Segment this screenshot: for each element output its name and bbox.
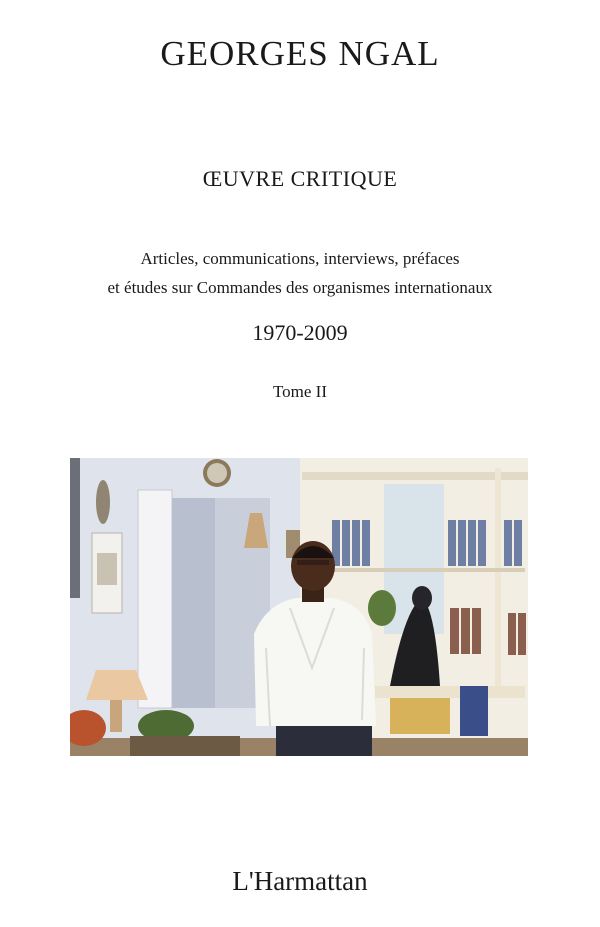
book-years: 1970-2009 (252, 320, 348, 345)
book-volume: Tome II (272, 382, 328, 401)
subtitle-line-1: Articles, communications, interviews, préfaces (140, 249, 460, 268)
subtitle-line-2: et études sur Commandes des organismes internationaux (107, 278, 493, 297)
book-author: GEORGES NGAL (160, 34, 440, 73)
cover-photo (70, 458, 528, 756)
book-title: ŒUVRE CRITIQUE (202, 166, 398, 191)
publisher-logo: L'Harmattan (232, 866, 368, 896)
book-subtitle (0, 244, 600, 302)
author-portrait-illustration (70, 458, 528, 756)
